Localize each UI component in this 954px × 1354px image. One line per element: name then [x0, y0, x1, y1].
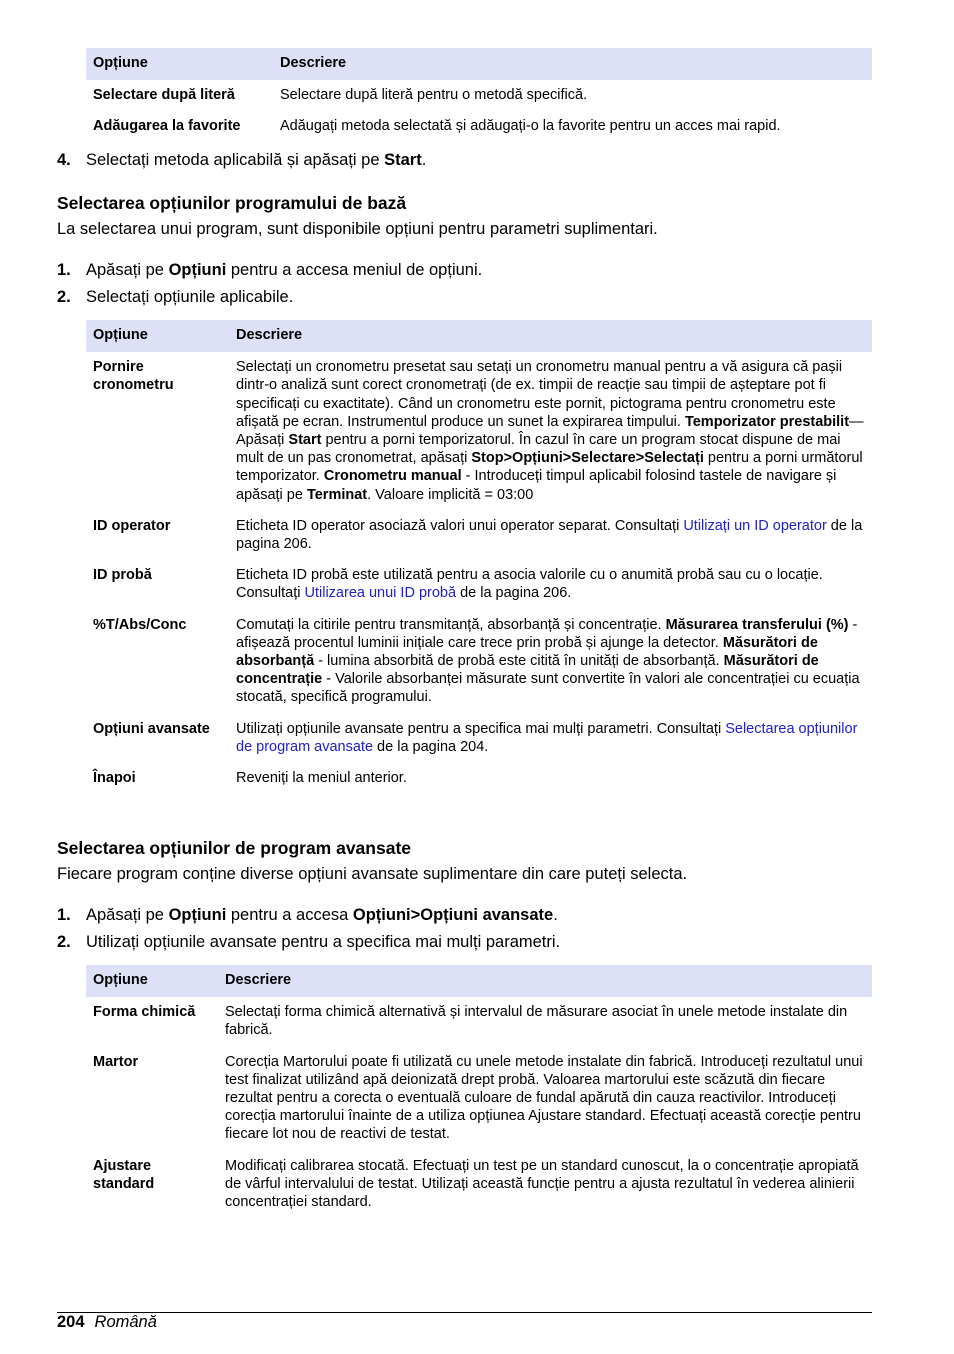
option-name: Selectare după literă — [93, 87, 235, 104]
option-description: Adăugați metoda selectată și adăugați-o la favorite pentru un acces mai rapid. — [280, 118, 781, 135]
step-number: 2. — [57, 933, 71, 951]
table-row — [86, 111, 872, 142]
option-name: Pornire cronometru — [93, 359, 174, 394]
option-description: Corecția Martorului poate fi utilizată cu unele metode instalate din fabrică. Introduceți rezultatul unui test finalizat utilizând apă deionizată drept probă. Valoarea martorului este scăzută din fiecare rezultat pentru a corecta o eventuală culoare de fundal apărută din cauza reactivilor. Introduceți corecția martorului înainte de a utiliza opțiunea Ajustare standard. Efectuați această corecție pentru fiecare lot nou de reactivi de testat. — [225, 1053, 863, 1143]
table-header-row — [86, 48, 872, 80]
option-description: Eticheta ID operator asociază valori unui operator separat. Consultați Utilizați un ID operator de la pagina 206. — [236, 517, 863, 553]
option-name: Adăugarea la favorite — [93, 118, 241, 135]
section-intro: Fiecare program conține diverse opțiuni avansate suplimentare din care puteți selecta. — [57, 865, 688, 883]
option-description: Utilizați opțiunile avansate pentru a specifica mai mulți parametri. Consultați Selectarea opțiunilor de program avansate de la pagina 204. — [236, 720, 858, 755]
step-item — [57, 932, 560, 952]
step-bold-text: Opțiuni>Opțiuni avansate — [352, 906, 554, 924]
options-table-3 — [86, 965, 872, 1218]
cross-reference-link[interactable]: Selectarea opțiunilor de program avansate — [236, 720, 858, 755]
option-name: Înapoi — [93, 770, 136, 787]
column-header-description: Descriere — [273, 48, 872, 80]
table-header-row — [86, 320, 872, 352]
step-item — [57, 150, 426, 170]
step-text: Selectați metoda aplicabilă și apăsați pe — [86, 151, 385, 169]
table-row — [86, 560, 872, 609]
table-header-row — [86, 965, 872, 997]
table-row — [86, 352, 872, 511]
column-header-description: Descriere — [229, 320, 872, 352]
table-row — [86, 80, 872, 111]
options-table-2 — [86, 320, 872, 794]
table-row — [86, 1047, 872, 1151]
step-bold-text: Opțiuni — [168, 261, 227, 279]
table-row — [86, 714, 872, 763]
page-footer — [57, 1312, 157, 1332]
step-number: 4. — [57, 151, 71, 169]
table-row — [86, 997, 872, 1046]
option-description: Selectați forma chimică alternativă și intervalul de măsurare asociat în unele metode instalate din fabrică. — [225, 1004, 848, 1039]
option-description: Comutați la citirile pentru transmitanță, absorbanță și concentrație. Măsurarea transferului (%) - afișează procentul luminii inițiale care trece prin probă și ajunge la detector. Măsurători de absorbanță - lumina absorbită de probă este citită în unități de absorbanță. Măsurători de concentrație - Valorile absorbanței măsurate sunt convertite în valori ale concentrației cu ecuația stocată, specifică programului. — [236, 616, 860, 706]
column-header-description: Descriere — [218, 965, 872, 997]
step-bold-text: Start — [384, 151, 422, 169]
option-description: Eticheta ID probă este utilizată pentru a asocia valorile cu o anumită probă sau cu o locație. Consultați Utilizarea unui ID probă de la pagina 206. — [236, 567, 823, 602]
step-text: Apăsați pe — [86, 906, 169, 924]
option-description: Selectare după literă pentru o metodă specifică. — [280, 87, 588, 104]
language-label: Română — [94, 1313, 157, 1331]
step-text: . — [421, 151, 427, 169]
page-number: 204 — [57, 1313, 85, 1331]
step-text: Utilizați opțiunile avansate pentru a specifica mai mulți parametri. — [86, 933, 561, 951]
option-name: ID operator — [93, 517, 171, 534]
option-description: Modificați calibrarea stocată. Efectuați un test pe un standard cunoscut, la o concentrație apropiată de vârful intervalului de testat. Utilizați această funcție pentru a ajusta rezultatul în vederea alinierii concentrației standard. — [225, 1157, 859, 1211]
step-text: Selectați opțiunile aplicabile. — [86, 288, 294, 306]
section-heading: Selectarea opțiunilor programului de bază — [57, 193, 407, 213]
option-name: ID probă — [93, 567, 152, 584]
step-item — [57, 260, 482, 280]
option-name: Ajustare standard — [93, 1157, 155, 1192]
table-row — [86, 511, 872, 560]
cross-reference-link[interactable]: Utilizarea unui ID probă — [304, 585, 457, 602]
table-row — [86, 610, 872, 714]
step-item — [57, 905, 558, 925]
cross-reference-link[interactable]: Utilizați un ID operator — [683, 517, 827, 534]
table-row — [86, 763, 872, 794]
step-number: 1. — [57, 906, 71, 924]
step-text: pentru a accesa meniul de opțiuni. — [226, 261, 483, 279]
column-header-option: Opțiune — [86, 48, 273, 80]
footer-divider — [57, 1312, 872, 1313]
step-number: 1. — [57, 261, 71, 279]
table-row — [86, 1151, 872, 1219]
column-header-option: Opțiune — [86, 320, 229, 352]
column-header-option: Opțiune — [86, 965, 218, 997]
section-heading: Selectarea opțiunilor de program avansate — [57, 838, 412, 858]
step-bold-text: Opțiuni — [168, 906, 227, 924]
step-text: . — [553, 906, 558, 924]
section-intro: La selectarea unui program, sunt disponibile opțiuni pentru parametri suplimentari. — [57, 220, 658, 238]
option-name: Forma chimică — [93, 1004, 196, 1021]
option-name: %T/Abs/Conc — [93, 616, 187, 633]
step-text: pentru a accesa — [226, 906, 353, 924]
step-item — [57, 287, 293, 307]
step-text: Apăsați pe — [86, 261, 169, 279]
option-description: Selectați un cronometru presetat sau setați un cronometru manual pentru a vă asigura că pașii dintr-o analiză sunt corect cronometrați (de ex. timpii de reacție sau timpii de așteptare pot fi specificați cu exactitate). Când un cronometru este pornit, pictograma pentru cronometru este afișată pe ecran. Instrumentul produce un sunet la expirarea timpului. Temporizator prestabilit—Apăsați Start pentru a porni temporizatorul. În cazul în care un program stocat dispune de mai mult de un pas cronometrat, apăsați Stop>Opțiuni>Selectare>Selectați pentru a porni următorul temporizator. Cronometru manual - Introduceți timpul aplicabil folosind tastele de navigare și apăsați pe Terminat. Valoare implicită = 03:00 — [236, 359, 864, 503]
option-name: Martor — [93, 1053, 139, 1070]
options-table-1 — [86, 48, 872, 143]
step-number: 2. — [57, 288, 71, 306]
option-description: Reveniți la meniul anterior. — [236, 770, 407, 787]
option-name: Opțiuni avansate — [93, 720, 210, 737]
